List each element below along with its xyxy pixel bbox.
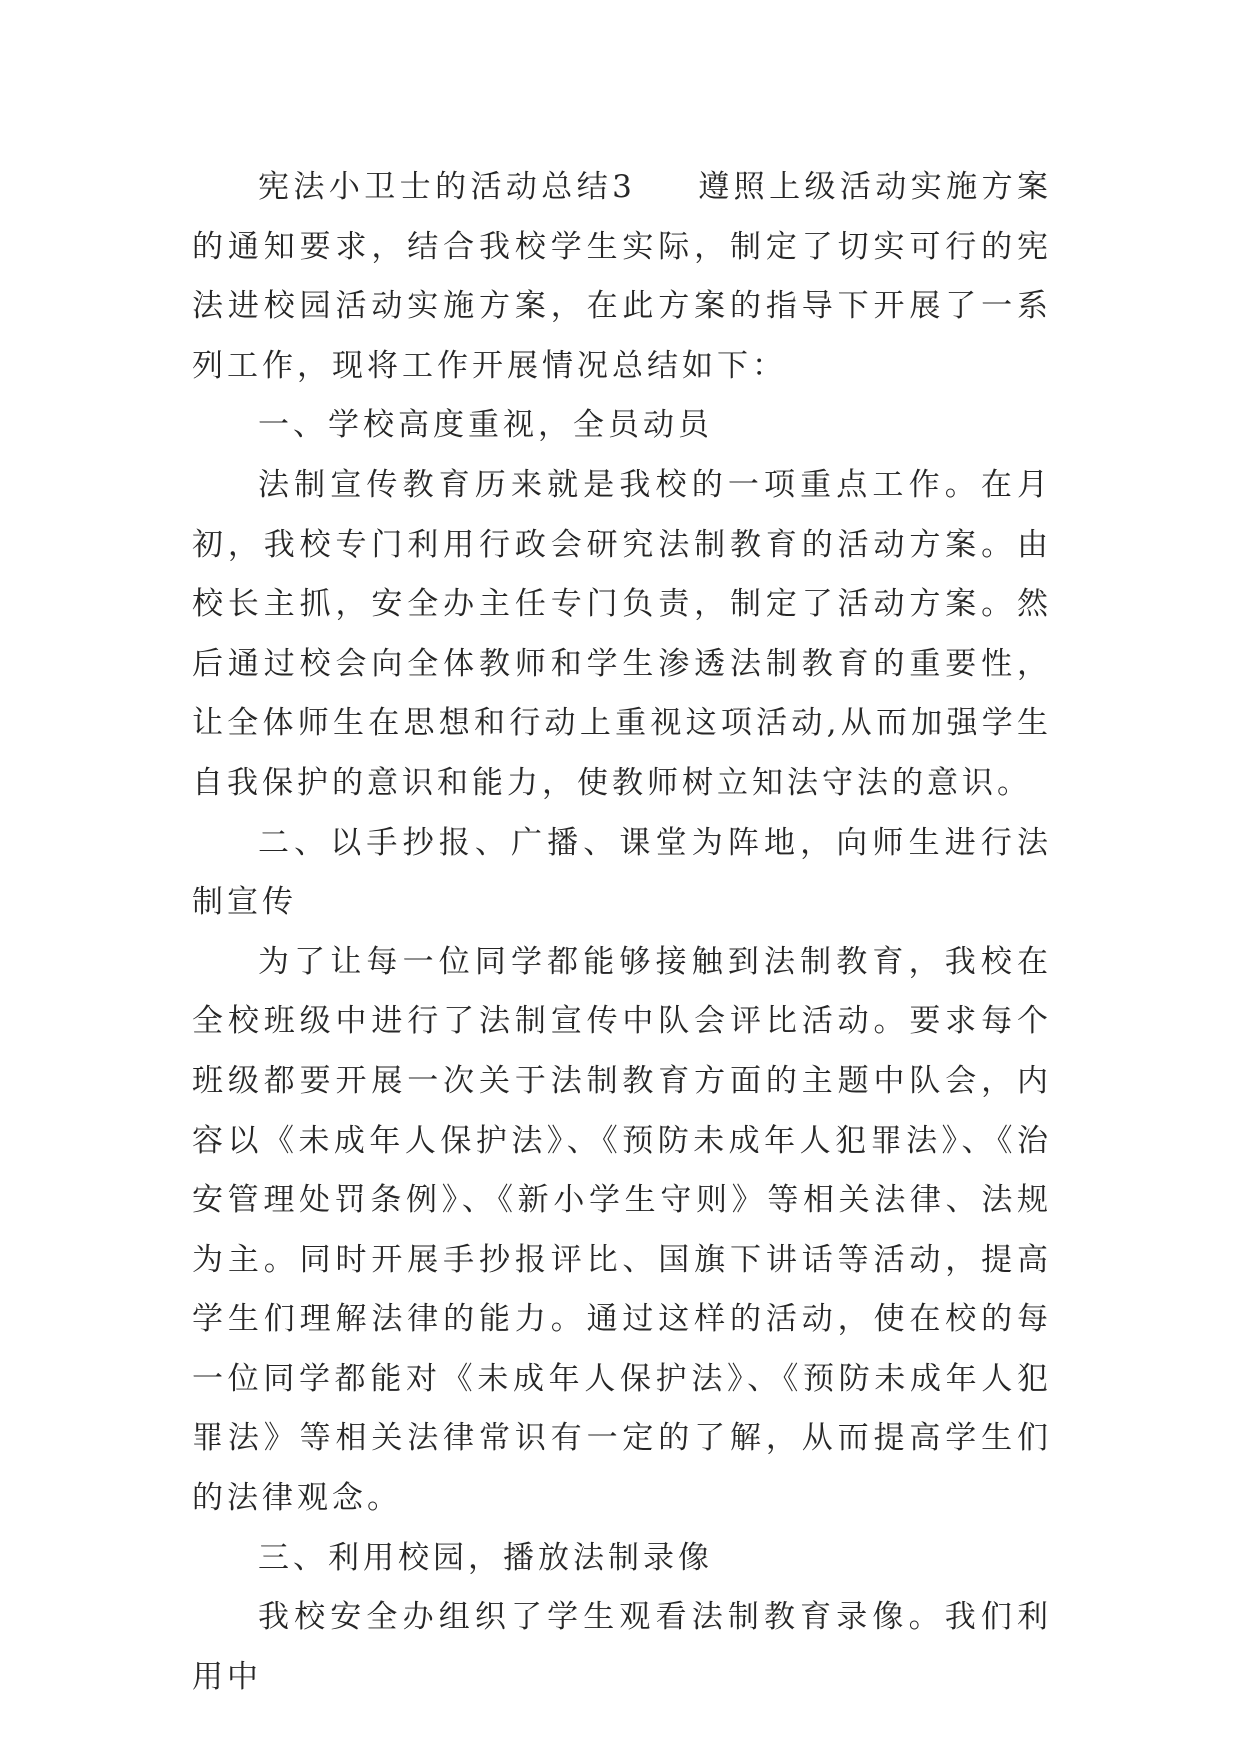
section-heading-3: 三、利用校园，播放法制录像	[258, 1539, 713, 1576]
section-heading-1: 一、学校高度重视，全员动员	[258, 407, 713, 444]
document-body	[192, 158, 1052, 1707]
document-title: 宪法小卫士的活动总结3	[258, 169, 636, 205]
section-paragraph-2: 为了让每一位同学都能够接触到法制教育，我校在全校班级中进行了法制宣传中队会评比活动。要求每个班级都要开展一次关于法制教育方面的主题中队会，内容以《未成年人保护法》、《预防未成年人犯罪法》、《治安管理处罚条例》、《新小学生守则》等相关法律、法规为主。同时开展手抄报评比、国旗下讲话等活动，提高学生们理解法律的能力。通过这样的活动，使在校的每一位同学都能对《未成年人保护法》、《预防未成年人犯罪法》等相关法律常识有一定的了解，从而提高学生们的法律观念。	[192, 943, 1052, 1517]
section-paragraph-1: 法制宣传教育历来就是我校的一项重点工作。在月初，我校专门利用行政会研究法制教育的活动方案。由校长主抓，安全办主任专门负责，制定了活动方案。然后通过校会向全体教师和学生渗透法制教育的重要性，让全体师生在思想和行动上重视这项活动,从而加强学生自我保护的意识和能力，使教师树立知法守法的意识。	[192, 466, 1052, 801]
intro-paragraph	[192, 158, 1052, 396]
section-heading-2: 二、以手抄报、广播、课堂为阵地，向师生进行法制宣传	[192, 824, 1052, 921]
section-paragraph-3: 我校安全办组织了学生观看法制教育录像。我们利用中	[192, 1599, 1052, 1695]
intro-text: 遵照上级活动实施方案的通知要求，结合我校学生实际，制定了切实可行的宪法进校园活动实施方案，在此方案的指导下开展了一系列工作，现将工作开展情况总结如下：	[192, 169, 1052, 384]
